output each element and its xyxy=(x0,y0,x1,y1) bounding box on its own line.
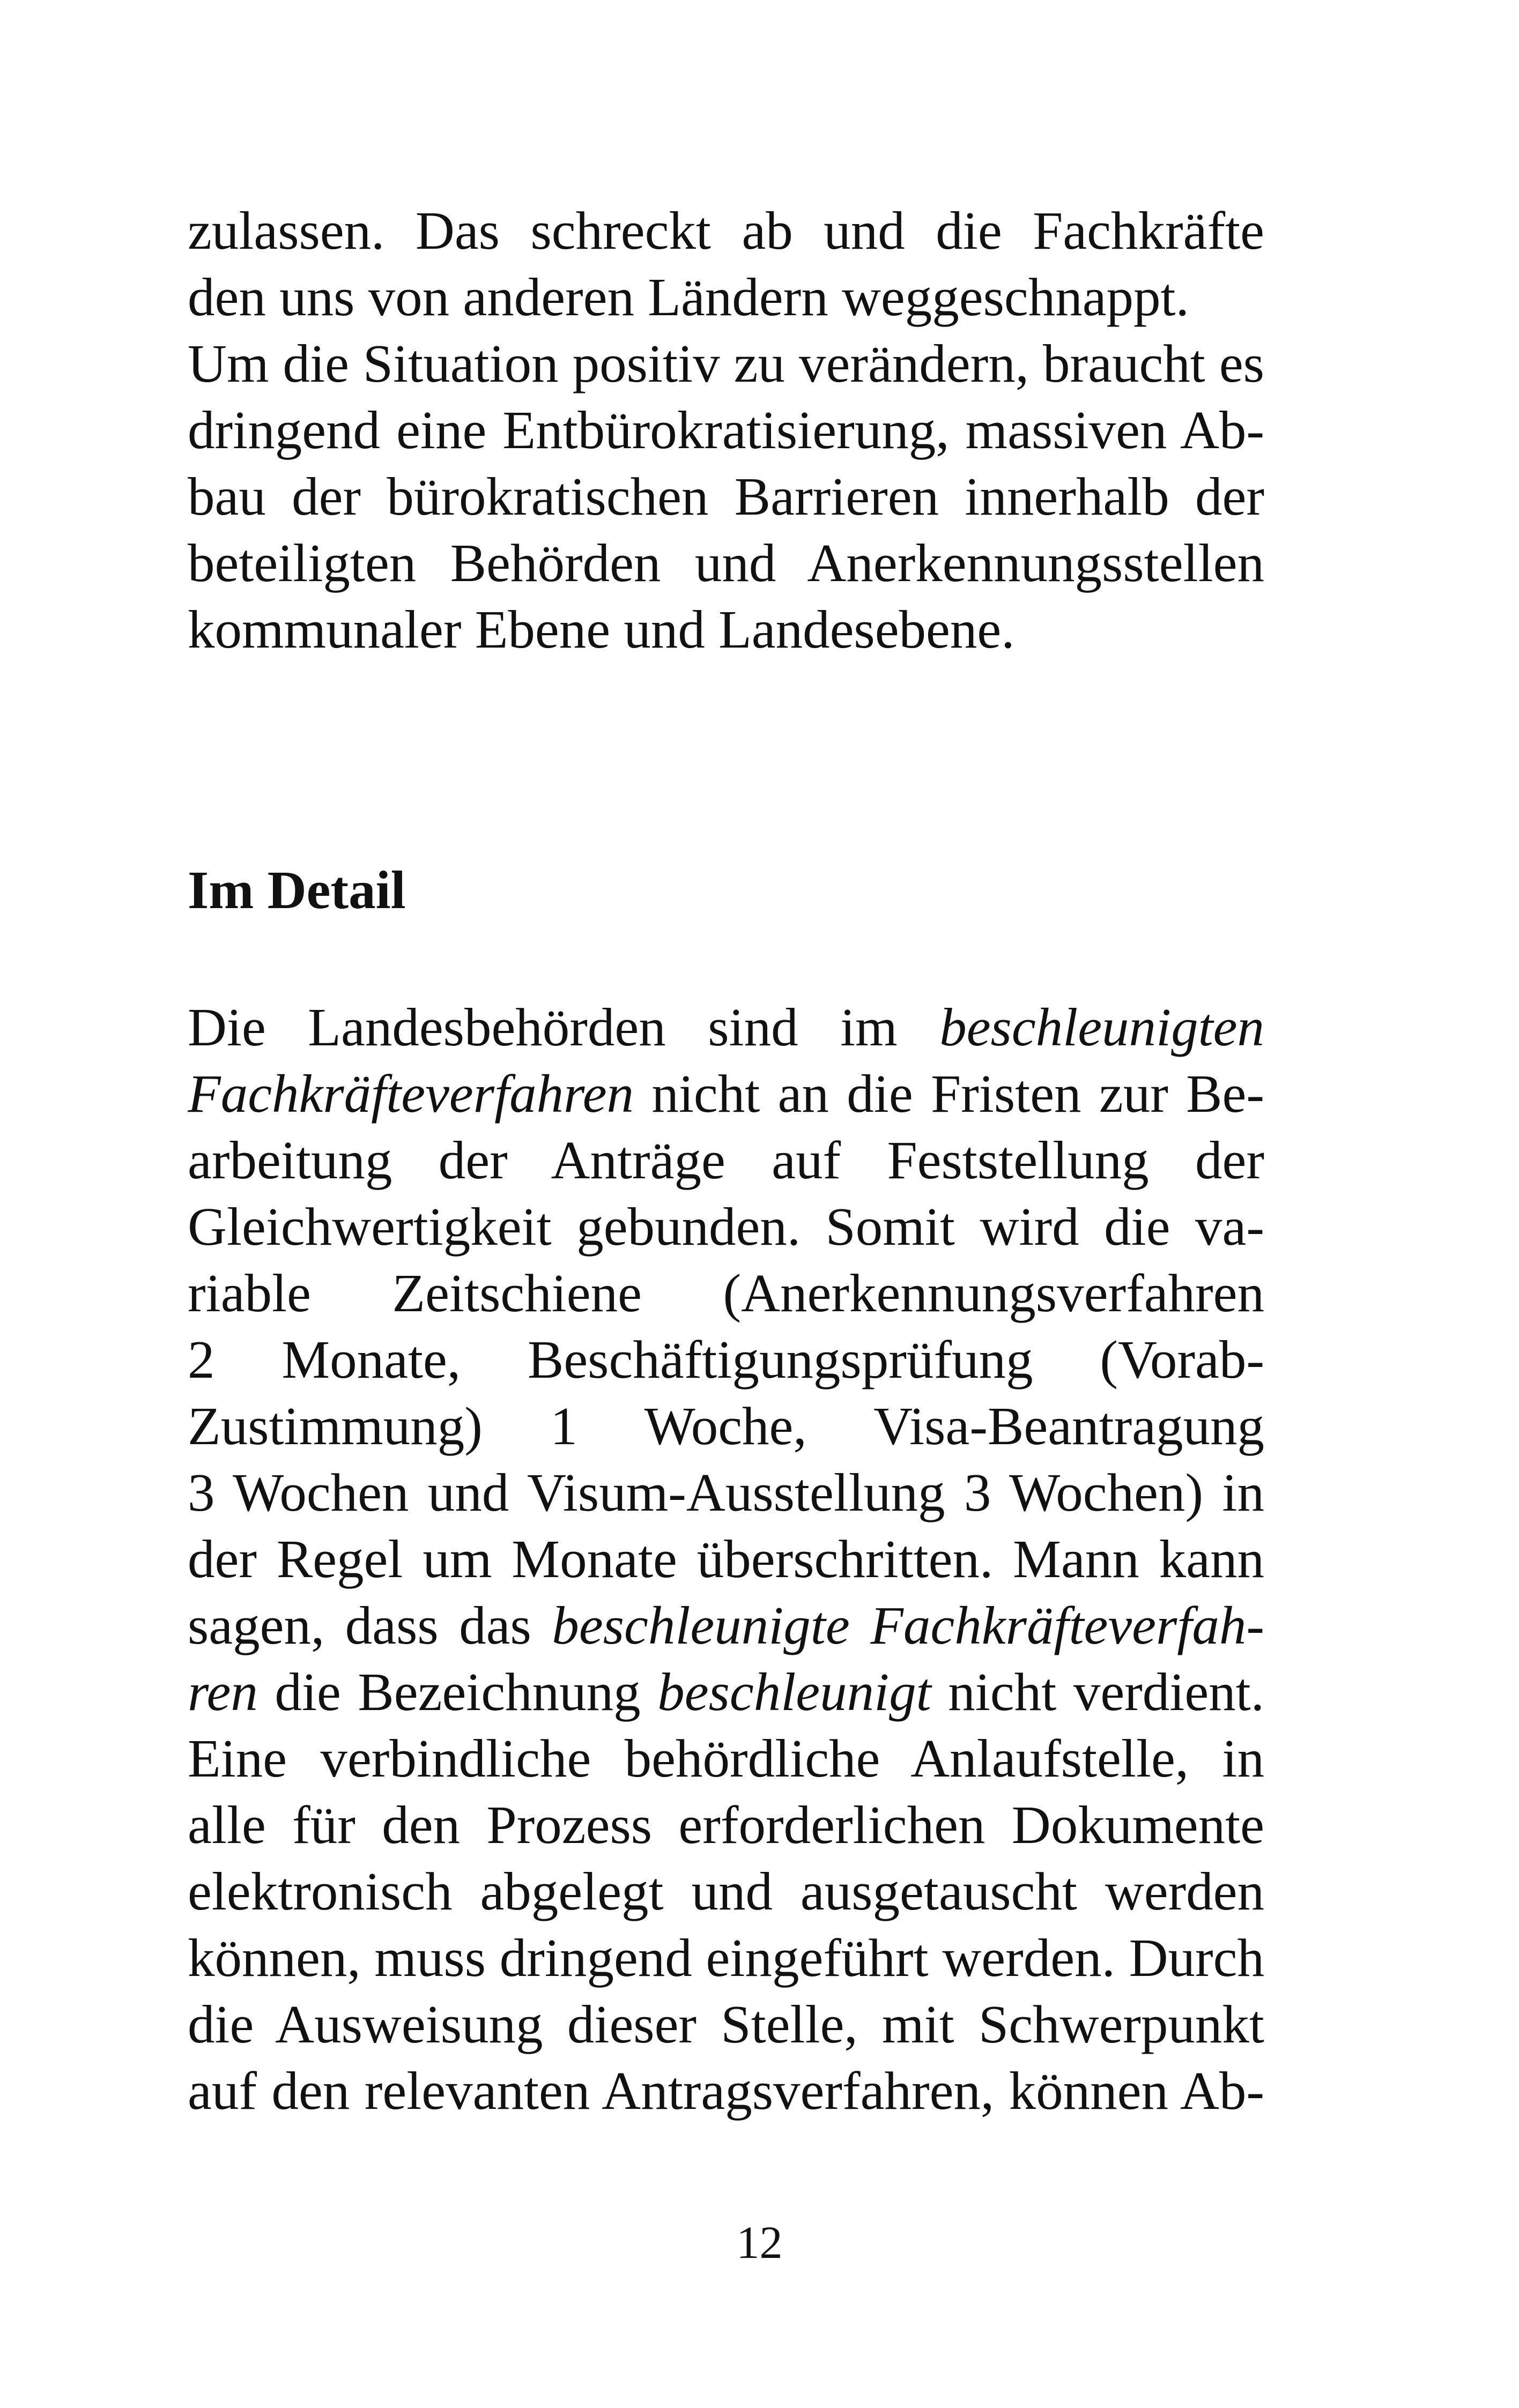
text-line xyxy=(188,1193,1264,1260)
text-line xyxy=(188,1260,1264,1326)
text-line: den uns von anderen Ländern weggeschnappt. xyxy=(188,267,1189,327)
text-line xyxy=(188,1725,1264,1792)
text-run: Die Landesbehörden sind im xyxy=(188,997,940,1057)
text-run: riable Zeitschiene (Anerkennungsverfahren xyxy=(188,1263,1264,1323)
text-run: alle für den Prozess erforderlichen Dokumente xyxy=(188,1795,1264,1855)
text-run: arbeitung der Anträge auf Feststellung der xyxy=(188,1130,1264,1190)
text-line: dringend eine Entbürokratisierung, massiven Ab- xyxy=(188,400,1264,460)
text-run: können, muss dringend eingeführt werden. Durch xyxy=(188,1928,1264,1988)
italic-text: Fachkräfteverfahren xyxy=(188,1064,634,1124)
page-number: 12 xyxy=(736,2217,783,2268)
text-line xyxy=(188,1659,1264,1725)
text-line xyxy=(188,1393,1264,1459)
text-line: kommunaler Ebene und Landesebene. xyxy=(188,599,1015,659)
text-line xyxy=(188,994,1264,1060)
paragraph-intro xyxy=(188,197,1264,663)
text-line: bau der bürokratischen Barrieren innerhalb der xyxy=(188,466,1264,526)
text-run: Eine verbindliche behördliche Anlaufstelle, in xyxy=(188,1728,1264,1788)
text-line: Um die Situation positiv zu verändern, braucht es xyxy=(188,333,1264,393)
text-line xyxy=(188,1592,1264,1659)
paragraph-detail xyxy=(188,994,1264,2124)
text-run: nicht verdient. xyxy=(931,1662,1264,1722)
text-run: die Bezeichnung xyxy=(257,1662,658,1722)
italic-text: ren xyxy=(188,1662,258,1722)
text-run: auf den relevanten Antragsverfahren, können Ab- xyxy=(188,2061,1264,2121)
text-run: nicht an die Fristen zur Be- xyxy=(634,1064,1264,1124)
text-run: 3 Wochen und Visum-Ausstellung 3 Wochen) in xyxy=(188,1462,1264,1522)
text-run: elektronisch abgelegt und ausgetauscht werden xyxy=(188,1861,1264,1921)
text-line: zulassen. Das schreckt ab und die Fachkräfte xyxy=(188,200,1264,261)
text-run: der Regel um Monate überschritten. Mann kann xyxy=(188,1529,1264,1589)
text-line xyxy=(188,1858,1264,1924)
text-line xyxy=(188,1924,1264,1991)
italic-text: beschleunigten xyxy=(939,997,1264,1057)
text-line xyxy=(188,2057,1264,2124)
italic-text: beschleunigte Fachkräfteverfah- xyxy=(552,1595,1264,1655)
text-run: die Ausweisung dieser Stelle, mit Schwerpunkt xyxy=(188,1994,1264,2054)
section-heading: Im Detail xyxy=(188,860,406,920)
text-line xyxy=(188,1127,1264,1193)
text-run: 2 Monate, Beschäftigungsprüfung (Vorab- xyxy=(188,1329,1264,1389)
text-run: sagen, dass das xyxy=(188,1595,552,1655)
text-line xyxy=(188,1991,1264,2057)
text-line xyxy=(188,1526,1264,1592)
text-line xyxy=(188,1060,1264,1127)
text-line xyxy=(188,1792,1264,1858)
italic-text: beschleunigt xyxy=(657,1662,931,1722)
text-line xyxy=(188,1459,1264,1526)
text-run: Zustimmung) 1 Woche, Visa-Beantragung xyxy=(188,1396,1264,1456)
text-run: Gleichwertigkeit gebunden. Somit wird die va- xyxy=(188,1196,1264,1257)
text-line xyxy=(188,1326,1264,1393)
text-line: beteiligten Behörden und Anerkennungsstellen xyxy=(188,533,1264,593)
